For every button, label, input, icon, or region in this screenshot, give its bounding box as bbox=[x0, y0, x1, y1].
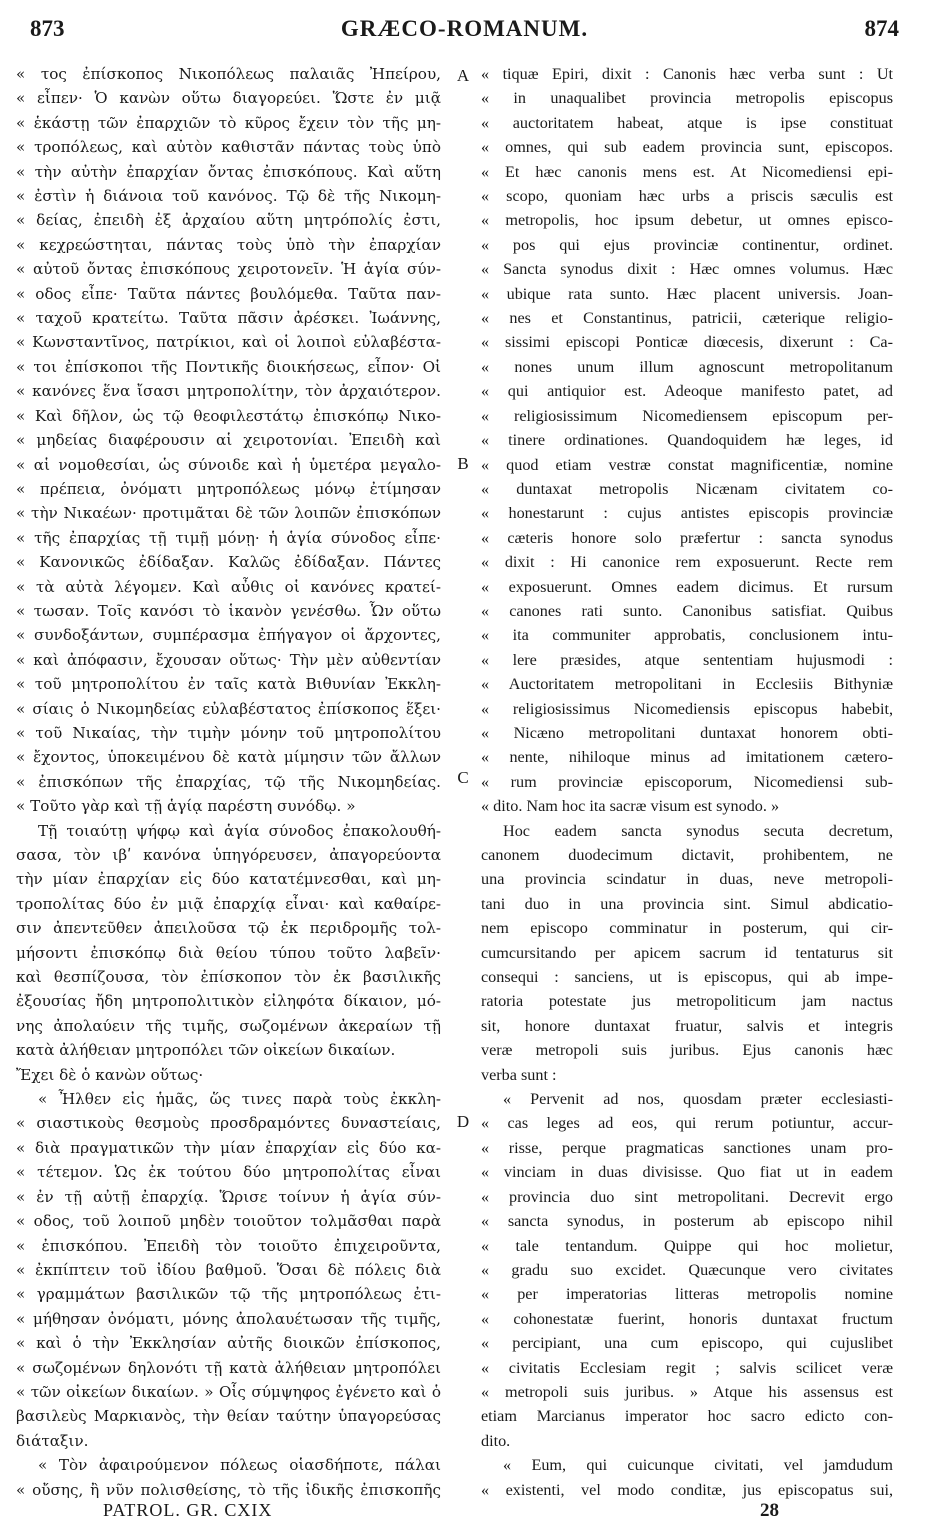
text-line: « ἐστὶν ἡ διάνοια τοῦ κανόνος. Τῷ δὲ τῆς Νικομη- bbox=[16, 184, 441, 208]
text-line: « honestarunt : cujus antistes episcopis provinciæ bbox=[481, 501, 893, 525]
text-line: « religiosissimum Nicomediensem episcopum per- bbox=[481, 404, 893, 428]
text-line: « ita communiter approbatis, conclusionem intu- bbox=[481, 623, 893, 647]
text-line: « dixit : Hi canonice rem exposuerunt. Recte rem bbox=[481, 550, 893, 574]
text-line: « quod etiam vestræ constat magnificentiæ, nomine bbox=[481, 453, 893, 477]
text-line: Τῇ τοιαύτῃ ψήφῳ καὶ ἁγία σύνοδος ἐπακολουθή- bbox=[38, 821, 441, 840]
text-line: « σιαστικοὺς θεσμοὺς προσδραμόντες δυναστείαις, bbox=[16, 1111, 441, 1135]
text-line: « per imperatorias litteras metropolis nomine bbox=[481, 1282, 893, 1306]
text-line: « Nicæno metropolitani duntaxat honorem obti- bbox=[481, 721, 893, 745]
text-line: « κανόνες ἕνα ἴσασι μητροπολίτην, τὸν ἀρχαιότερον. bbox=[16, 379, 441, 403]
text-line: « τὰ αὐτὰ λέγομεν. Καὶ αὖθις οἱ κανόνες κρατεί- bbox=[16, 575, 441, 599]
text-line: « metropolis, hoc ipsum debetur, ut omnes episco- bbox=[481, 208, 893, 232]
text-line: « ἐπισκόπων τῆς ἐπαρχίας, τῷ τῆς Νικομηδείας. bbox=[16, 770, 441, 794]
page-number-left: 873 bbox=[30, 16, 65, 41]
page-number-right: 874 bbox=[864, 16, 899, 41]
text-line: « Ἦλθεν εἰς ἡμᾶς, ὥς τινες παρὰ τοὺς ἐκκλη- bbox=[16, 1087, 441, 1111]
text-line: veræ metropoli suis juribus. Ejus canonis hæc bbox=[481, 1041, 893, 1060]
text-line: τὴν μίαν ἐπαρχίαν εἰς δύο κατατέμνεσθαι, καὶ μη- bbox=[16, 870, 441, 889]
text-line: « ἐν τῇ αὐτῇ ἐπαρχίᾳ. Ὥρισε τοίνυν ἡ ἁγία σύν- bbox=[16, 1185, 441, 1209]
text-line: « οδος, τοῦ λοιποῦ μηδὲν τοιοῦτον τολμᾶσθαι παρὰ bbox=[16, 1209, 441, 1233]
text-line: ratoria potestate jus metropoliticum jam nactus bbox=[481, 992, 893, 1011]
text-line: « μήθησαν ὀνόματι, μόνης ἀπολαυέτωσαν τῆς τιμῆς, bbox=[16, 1307, 441, 1331]
margin-marker-a: A bbox=[456, 66, 470, 85]
text-line: « scopo, quoniam hæc urbs a priscis sæculis est bbox=[481, 184, 893, 208]
text-line: ἐξουσίας ἤδη μητροπολιτικὸν εἰληφότα δίκαιον, μό- bbox=[16, 992, 441, 1011]
running-title: GRÆCO-ROMANUM. bbox=[340, 16, 589, 41]
text-line: « religiosissimus Nicomediensis episcopus habebit, bbox=[481, 697, 893, 721]
text-line: « dito. Nam hoc ita sacræ visum est synodo. » bbox=[481, 794, 893, 818]
margin-marker-b: B bbox=[457, 454, 469, 473]
text-line: διάταξιν. bbox=[16, 1431, 89, 1450]
text-line: « τῶν οἰκείων δικαίων. » Οἷς σύμψηφος ἐγένετο καὶ ὁ bbox=[16, 1380, 441, 1404]
text-line: « οδος εἶπε· Ταῦτα πάντες βουλόμεθα. Ταῦτα παν- bbox=[16, 282, 441, 306]
text-line: sit, honore duntaxat fruatur, salvis et integris bbox=[481, 1016, 893, 1035]
text-line: « cæteris honore solo præfertur : sancta synodus bbox=[481, 526, 893, 550]
text-line: « Sancta synodus dixit : Hæc omnes volumus. Hæc bbox=[481, 257, 893, 281]
text-line: « omnes, qui sub eadem provincia sunt, episcopos. bbox=[481, 135, 893, 159]
text-line: « εἶπεν· Ὁ κανὼν οὕτω διαγορεύει. Ὥστε ἐν μιᾷ bbox=[16, 86, 441, 110]
text-line: « sissimi episcopi Ponticæ diœcesis, dixerunt : Ca- bbox=[481, 330, 893, 354]
text-line: « καὶ ὁ τὴν Ἐκκλησίαν αὐτῆς διοικῶν ἐπίσκοπος, bbox=[16, 1331, 441, 1355]
text-line: « qui antiquior est. Adeoque manifesto patet, ad bbox=[481, 379, 893, 403]
text-line: « ἔχοντος, ὑποκειμένου δὲ κατὰ μίμησιν τῶν ἄλλων bbox=[16, 745, 441, 769]
text-line: consequi : sanciens, ut is episcopus, qui ab impe- bbox=[481, 968, 893, 987]
text-line: νης ἀπολαύειν τῆς τιμῆς, σωζομένων ἀκεραίων τῇ bbox=[16, 1016, 441, 1035]
text-line: « nente, nihiloque minus ad imitationem cætero- bbox=[481, 745, 893, 769]
latin-column bbox=[481, 62, 893, 1502]
text-line: « Et hæc canonis mens est. At Nicomediensi epi- bbox=[481, 160, 893, 184]
text-line: « τέτεμον. Ὡς ἐκ τούτου δύο μητροπολίτας εἶναι bbox=[16, 1160, 441, 1184]
text-line: « nes et Constantinus, patricii, cæterique religio- bbox=[481, 306, 893, 330]
text-line: σιν ἀπεντεῦθεν ἀπειλοῦσα τῷ ἐκ περιδρομῆς τολ- bbox=[16, 919, 441, 938]
footer-signature: PATROL. GR. CXIX bbox=[103, 1500, 273, 1520]
text-line: cumcursitando per apicem sacrum id tentaturus sit bbox=[481, 943, 893, 962]
text-line: « Καὶ δῆλον, ὡς τῷ θεοφιλεστάτῳ ἐπισκόπῳ Νικο- bbox=[16, 404, 441, 428]
text-line: καὶ θεσπίζουσα, τὸν ἐπίσκοπον τὸν ἐκ βασιλικῆς bbox=[16, 968, 441, 987]
text-line: « τὴν Νικαέων· προτιμᾶται δὲ τῶν λοιπῶν ἐπισκόπων bbox=[16, 501, 441, 525]
text-line: « δείας, ἐπειδὴ ἐξ ἀρχαίου αὕτη μητρόπολίς ἐστι, bbox=[16, 208, 441, 232]
text-line: « cas leges ad eos, qui rerum potiuntur, accur- bbox=[481, 1111, 893, 1135]
text-line: βασιλεὺς Μαρκιανὸς, τὴν θείαν ταύτην ὑπαγορεύσας bbox=[16, 1407, 441, 1426]
text-line: verba sunt : bbox=[481, 1065, 557, 1084]
text-line: « pos qui ejus provinciæ continentur, ordinet. bbox=[481, 233, 893, 257]
text-line: « ἐκπίπτειν τοῦ ἰδίου βαθμοῦ. Ὅσαι δὲ πόλεις διὰ bbox=[16, 1258, 441, 1282]
text-line: Hoc eadem sancta synodus secuta decretum, bbox=[503, 821, 893, 840]
text-line: « canones rati sunto. Canonibus satisfiat. Quibus bbox=[481, 599, 893, 623]
text-line: « τροπόλεως, καὶ αὐτὸν καθιστᾶν πάντας τοὺς ὑπὸ bbox=[16, 135, 441, 159]
text-line: « sancta synodus, in posterum ab episcopo nihil bbox=[481, 1209, 893, 1233]
text-line: « lere præsides, atque sententiam hujusmodi : bbox=[481, 648, 893, 672]
text-line: « σίαις ὁ Νικομηδείας εὐλαβέστατος ἐπίσκοπος ἕξει· bbox=[16, 697, 441, 721]
text-line: « provincia duo sint metropolitani. Decrevit ergo bbox=[481, 1185, 893, 1209]
text-line: « Eum, qui cuicunque civitati, vel jamdudum bbox=[481, 1453, 893, 1477]
text-line: « τὴν αὐτὴν ἐπαρχίαν ὄντας ἐπισκόπους. Καὶ αὕτη bbox=[16, 160, 441, 184]
footer-sheet-number: 28 bbox=[760, 1500, 779, 1521]
text-line: « nones unum illum agnoscunt metropolitanum bbox=[481, 355, 893, 379]
text-line: « vinciam in duas divisisse. Quo fiat ut in eadem bbox=[481, 1160, 893, 1184]
text-line: « Τὸν ἀφαιρούμενον πόλεως οἱασδήποτε, πάλαι bbox=[16, 1453, 441, 1477]
text-line: τροπολίτας δύο ἐν μιᾷ ἐπαρχίᾳ εἶναι· καὶ καθαίρε- bbox=[16, 894, 441, 913]
text-line: « rum provinciæ episcoporum, Nicomediensi sub- bbox=[481, 770, 893, 794]
text-line: « Κανονικῶς ἐδίδαξαν. Καλῶς ἐδίδαξαν. Πάντες bbox=[16, 550, 441, 574]
text-line: canonem duodecimum dictavit, prohibentem, ne bbox=[481, 846, 893, 864]
text-line: « Τοῦτο γὰρ καὶ τῇ ἁγίᾳ παρέστη συνόδῳ. » bbox=[16, 794, 441, 818]
text-line: « κεχρεώστηται, πάντας τοὺς ὑπὸ τὴν ἐπαρχίαν bbox=[16, 233, 441, 257]
text-line: Ἔχει δὲ ὁ κανὼν οὕτως· bbox=[16, 1065, 204, 1084]
text-line: κατὰ ἀλήθειαν μητροπόλει τῶν οἰκείων δικαίων. bbox=[16, 1041, 396, 1060]
text-line: « exposuerunt. Omnes eadem dicimus. Et rursum bbox=[481, 575, 893, 599]
text-line: « διὰ πραγματικῶν τὴν μίαν ἐπαρχίαν εἰς δύο κα- bbox=[16, 1136, 441, 1160]
text-line: « πρέπεια, ὀνόματι μητροπόλεως μόνῳ ἐτίμησαν bbox=[16, 477, 441, 501]
text-line: « αὐτοῦ ὄντας ἐπισκόπους χειροτονεῖν. Ἡ ἁγία σύν- bbox=[16, 257, 441, 281]
text-line: « risse, perque pragmaticas sanctiones unam pro- bbox=[481, 1136, 893, 1160]
text-line: « μηδείας διαφέρουσιν αἱ χειροτονίαι. Ἐπειδὴ καὶ bbox=[16, 428, 441, 452]
text-line: « ταχοῦ κρατείτω. Ταῦτα πᾶσιν ἀρέσκει. Ἰωάννης, bbox=[16, 306, 441, 330]
text-line: « civitatis Ecclesiam regit ; salvis scilicet veræ bbox=[481, 1356, 893, 1380]
text-line: « duntaxat metropolis Nicænam civitatem co- bbox=[481, 477, 893, 501]
text-line: « Pervenit ad nos, quosdam præter ecclesiasti- bbox=[481, 1087, 893, 1111]
text-line: « Auctoritatem metropolitani in Ecclesiis Bithyniæ bbox=[481, 672, 893, 696]
margin-marker-c: C bbox=[457, 768, 469, 787]
text-line: « gradu suo excidet. Quæcunque vero civitates bbox=[481, 1258, 893, 1282]
text-line: « γραμμάτων βασιλικῶν τῷ τῆς μητροπόλεως ἐτι- bbox=[16, 1282, 441, 1306]
text-line: tani duo in una provincia sint. Simul abdicatio- bbox=[481, 894, 893, 913]
text-line: « tiquæ Epiri, dixit : Canonis hæc verba sunt : Ut bbox=[481, 62, 893, 86]
text-line: « συνδοξάντων, συμπέρασμα ἐπήγαγον οἱ ἄρχοντες, bbox=[16, 623, 441, 647]
text-line: « cohonestatæ fuerint, honoris duntaxat fructum bbox=[481, 1307, 893, 1331]
text-line: « ubique rata sunto. Hæc placent universis. Joan- bbox=[481, 282, 893, 306]
greek-column bbox=[16, 62, 441, 1502]
text-line: « in unaqualibet provincia metropolis episcopus bbox=[481, 86, 893, 110]
text-line: « existenti, vel modo conditæ, jus episcopatus sui, bbox=[481, 1478, 893, 1502]
text-line: σασα, τὸν ιβʹ κανόνα ὑπηγόρευσεν, ἀπαγορεύοντα bbox=[16, 846, 441, 864]
text-line: una provincia scindatur in duas, neve metropoli- bbox=[481, 870, 893, 889]
text-line: « ἑκάστῃ τῶν ἐπαρχιῶν τὸ κῦρος ἔχειν τὸν τῆς μη- bbox=[16, 111, 441, 135]
text-line: « Κωνσταντῖνος, πατρίκιοι, καὶ οἱ λοιποὶ εὐλαβέστα- bbox=[16, 330, 441, 354]
text-line: « οὔσης, ἢ νῦν πολισθείσης, τὸ τῆς ἰδικῆς ἐπισκοπῆς bbox=[16, 1478, 441, 1502]
text-line: « τῆς ἐπαρχίας τῇ τιμῇ μόνῃ· ἡ ἁγία σύνοδος εἶπε· bbox=[16, 526, 441, 550]
text-line: μήσοντι ἐπισκόπῳ διὰ θείου τύπου τοῦτο λαβεῖν· bbox=[16, 943, 441, 962]
text-line: « τοῦ Νικαίας, τὴν τιμὴν μόνην τοῦ μητροπολίτου bbox=[16, 721, 441, 745]
text-line: etiam Marcianus imperator hoc sacro edicto con- bbox=[481, 1407, 893, 1426]
text-line: « auctoritatem habeat, atque is ipse constituat bbox=[481, 111, 893, 135]
text-line: « τοῦ μητροπολίτου ἐν ταῖς κατὰ Βιθυνίαν Ἐκκλη- bbox=[16, 672, 441, 696]
text-line: dito. bbox=[481, 1431, 511, 1450]
text-line: « ἐπισκόπου. Ἐπειδὴ τὸν τοιοῦτο ἐπιχειροῦντα, bbox=[16, 1234, 441, 1258]
text-line: nem episcopo comminatur in posterum, qui cir- bbox=[481, 919, 893, 938]
text-line: « καὶ ἀπόφασιν, ἔχουσαν οὕτως· Τὴν μὲν αὐθεντίαν bbox=[16, 648, 441, 672]
text-line: « τωσαν. Τοῖς κανόσι τὸ ἱκανὸν γενέσθω. Ὧν οὕτω bbox=[16, 599, 441, 623]
margin-marker-d: D bbox=[456, 1112, 470, 1131]
text-line: « τος ἐπίσκοπος Νικοπόλεως παλαιᾶς Ἠπείρου, bbox=[16, 62, 441, 86]
page-header bbox=[30, 10, 899, 50]
text-line: « tinere ordinationes. Quandoquidem hæ leges, id bbox=[481, 428, 893, 452]
text-line: « tale tentandum. Quippe qui hoc molietur, bbox=[481, 1234, 893, 1258]
text-line: « percipiant, una cum episcopo, qui cujuslibet bbox=[481, 1331, 893, 1355]
text-line: « σωζομένων δηλονότι τῇ κατὰ ἀλήθειαν μητροπόλει bbox=[16, 1356, 441, 1380]
text-line: « αἱ νομοθεσίαι, ὡς σύνοιδε καὶ ἡ ὑμετέρα μεγαλο- bbox=[16, 453, 441, 477]
text-line: « metropoli suis juribus. » Atque his assensus est bbox=[481, 1380, 893, 1404]
text-line: « τοι ἐπίσκοποι τῆς Ποντικῆς διοικήσεως, εἶπον· Οἱ bbox=[16, 355, 441, 379]
